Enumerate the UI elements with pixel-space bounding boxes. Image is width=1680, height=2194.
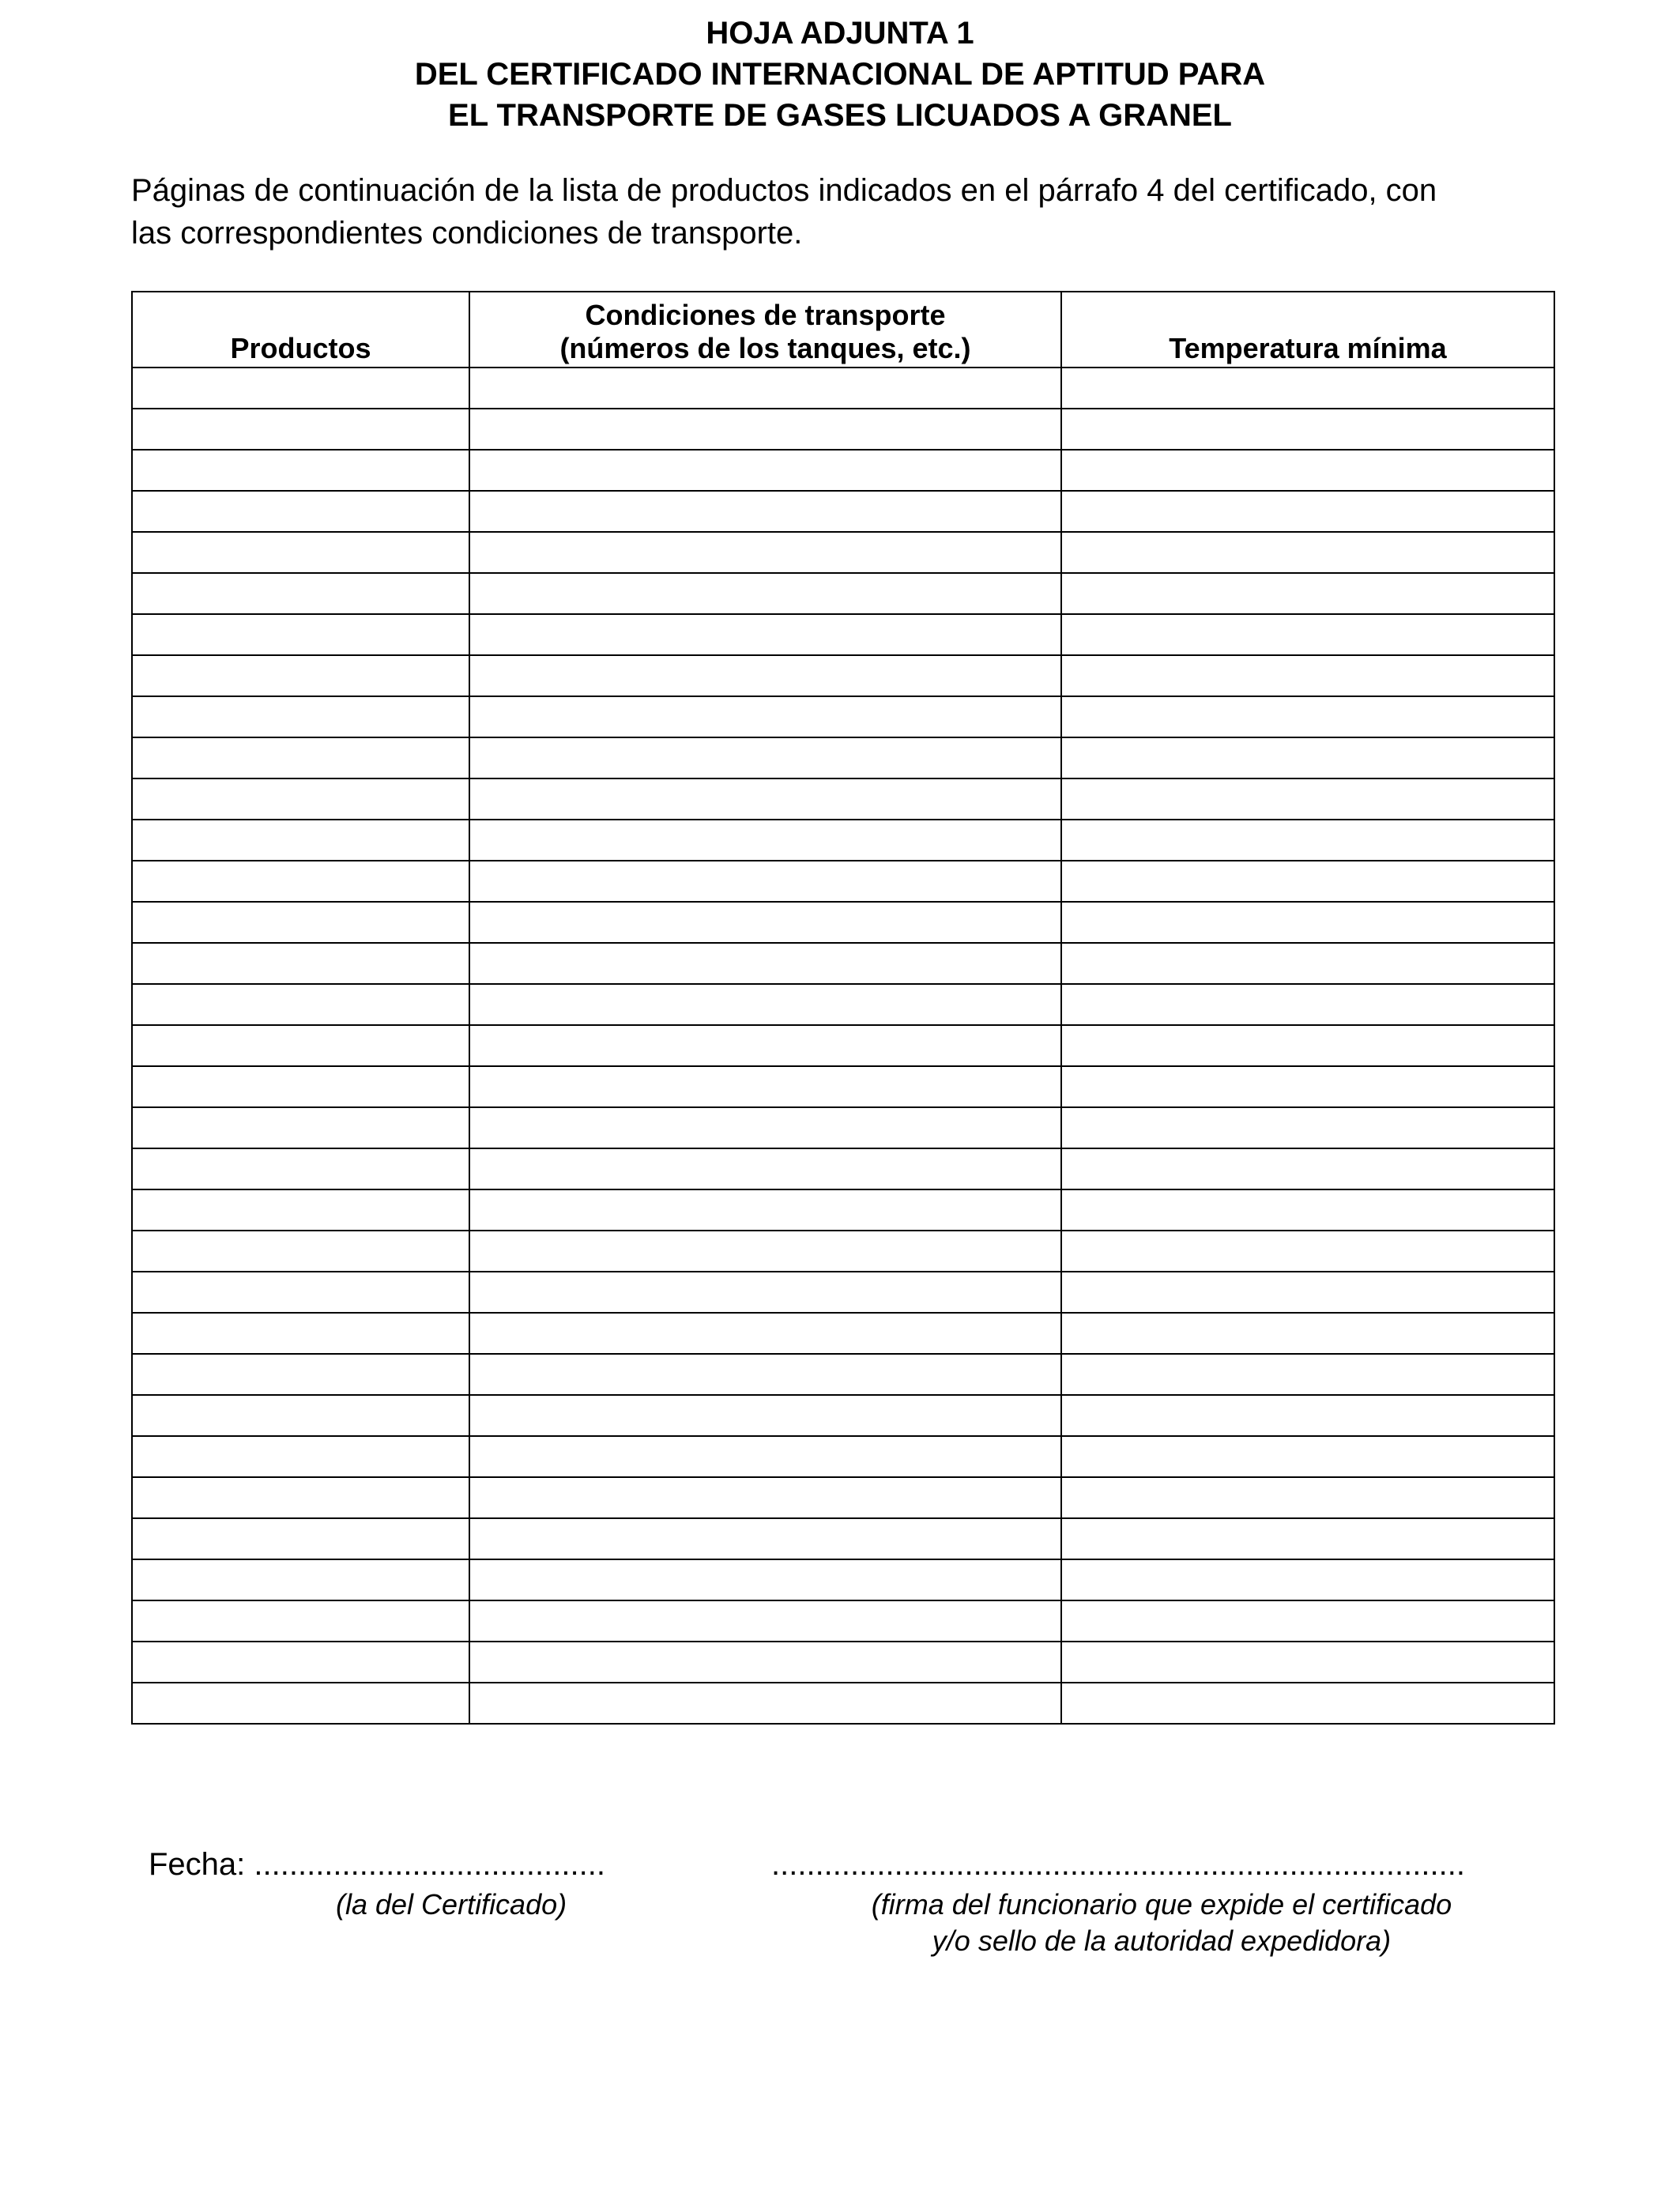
cell-min-temperature[interactable]: [1061, 1600, 1554, 1642]
cell-min-temperature[interactable]: [1061, 1272, 1554, 1313]
table-row: [132, 1354, 1554, 1395]
signature-note-line-1: (firma del funcionario que expide el certificado: [871, 1888, 1452, 1921]
cell-conditions[interactable]: [469, 1025, 1061, 1066]
cell-conditions[interactable]: [469, 820, 1061, 861]
cell-product[interactable]: [132, 1395, 469, 1436]
table-row: [132, 984, 1554, 1025]
cell-product[interactable]: [132, 902, 469, 943]
cell-product[interactable]: [132, 1642, 469, 1683]
table-body: [132, 368, 1554, 1724]
cell-product[interactable]: [132, 1148, 469, 1189]
document-header: [0, 13, 1680, 136]
cell-conditions[interactable]: [469, 1518, 1061, 1559]
cell-conditions[interactable]: [469, 861, 1061, 902]
table-row: [132, 1231, 1554, 1272]
cell-product[interactable]: [132, 1025, 469, 1066]
table-row: [132, 1518, 1554, 1559]
table-row: [132, 368, 1554, 409]
cell-product[interactable]: [132, 1107, 469, 1148]
cell-min-temperature[interactable]: [1061, 655, 1554, 696]
signature-note: [790, 1887, 1533, 1959]
cell-conditions[interactable]: [469, 1148, 1061, 1189]
table-row: [132, 1272, 1554, 1313]
table-row: [132, 491, 1554, 532]
cell-conditions[interactable]: [469, 614, 1061, 655]
intro-line-2: las correspondientes condiciones de transporte.: [131, 216, 803, 251]
products-table: [131, 291, 1555, 1725]
table-row: [132, 1189, 1554, 1231]
cell-min-temperature[interactable]: [1061, 368, 1554, 409]
cell-product[interactable]: [132, 737, 469, 778]
header-title-line-3: EL TRANSPORTE DE GASES LICUADOS A GRANEL: [448, 98, 1232, 133]
cell-min-temperature[interactable]: [1061, 1148, 1554, 1189]
cell-conditions[interactable]: [469, 696, 1061, 737]
cell-conditions[interactable]: [469, 737, 1061, 778]
cell-min-temperature[interactable]: [1061, 1642, 1554, 1683]
table-row: [132, 573, 1554, 614]
cell-conditions[interactable]: [469, 1313, 1061, 1354]
cell-product[interactable]: [132, 778, 469, 820]
cell-conditions[interactable]: [469, 655, 1061, 696]
cell-min-temperature[interactable]: [1061, 1395, 1554, 1436]
cell-product[interactable]: [132, 1559, 469, 1600]
column-header-products-label: Productos: [230, 332, 371, 364]
cell-conditions[interactable]: [469, 778, 1061, 820]
cell-conditions[interactable]: [469, 1231, 1061, 1272]
cell-min-temperature[interactable]: [1061, 737, 1554, 778]
date-note: (la del Certificado): [336, 1888, 567, 1921]
table-row: [132, 409, 1554, 450]
cell-product[interactable]: [132, 1354, 469, 1395]
cell-conditions[interactable]: [469, 368, 1061, 409]
cell-conditions[interactable]: [469, 1189, 1061, 1231]
cell-product[interactable]: [132, 1189, 469, 1231]
cell-min-temperature[interactable]: [1061, 1477, 1554, 1518]
table-row: [132, 1600, 1554, 1642]
cell-min-temperature[interactable]: [1061, 1683, 1554, 1724]
cell-conditions[interactable]: [469, 491, 1061, 532]
table-row: [132, 778, 1554, 820]
table-row: [132, 1559, 1554, 1600]
cell-conditions[interactable]: [469, 573, 1061, 614]
table-row: [132, 820, 1554, 861]
table-row: [132, 1395, 1554, 1436]
table-row: [132, 1025, 1554, 1066]
table-row: [132, 696, 1554, 737]
table-row: [132, 1313, 1554, 1354]
cell-product[interactable]: [132, 1272, 469, 1313]
cell-min-temperature[interactable]: [1061, 820, 1554, 861]
column-header-conditions: [469, 292, 1061, 368]
cell-product[interactable]: [132, 1313, 469, 1354]
cell-conditions[interactable]: [469, 1683, 1061, 1724]
cell-min-temperature[interactable]: [1061, 1107, 1554, 1148]
cell-min-temperature[interactable]: [1061, 1313, 1554, 1354]
cell-product[interactable]: [132, 655, 469, 696]
column-header-products: [132, 292, 469, 368]
table-row: [132, 1148, 1554, 1189]
cell-product[interactable]: [132, 1683, 469, 1724]
cell-conditions[interactable]: [469, 1107, 1061, 1148]
table-row: [132, 450, 1554, 491]
cell-product[interactable]: [132, 614, 469, 655]
cell-conditions[interactable]: [469, 1354, 1061, 1395]
cell-product[interactable]: [132, 368, 469, 409]
cell-product[interactable]: [132, 450, 469, 491]
header-title-line-1: HOJA ADJUNTA 1: [706, 16, 974, 51]
column-header-conditions-line-2: (números de los tanques, etc.): [559, 332, 971, 364]
table-row: [132, 1683, 1554, 1724]
cell-conditions[interactable]: [469, 1600, 1061, 1642]
cell-min-temperature[interactable]: [1061, 1518, 1554, 1559]
cell-product[interactable]: [132, 1231, 469, 1272]
cell-min-temperature[interactable]: [1061, 532, 1554, 573]
cell-min-temperature[interactable]: [1061, 450, 1554, 491]
cell-conditions[interactable]: [469, 1436, 1061, 1477]
cell-product[interactable]: [132, 943, 469, 984]
cell-product[interactable]: [132, 1518, 469, 1559]
cell-min-temperature[interactable]: [1061, 1025, 1554, 1066]
table-row: [132, 655, 1554, 696]
cell-product[interactable]: [132, 1477, 469, 1518]
cell-conditions[interactable]: [469, 1642, 1061, 1683]
table-row: [132, 1642, 1554, 1683]
cell-conditions[interactable]: [469, 409, 1061, 450]
cell-product[interactable]: [132, 1436, 469, 1477]
cell-conditions[interactable]: [469, 984, 1061, 1025]
cell-product[interactable]: [132, 696, 469, 737]
table-row: [132, 1066, 1554, 1107]
cell-conditions[interactable]: [469, 1272, 1061, 1313]
cell-conditions[interactable]: [469, 1559, 1061, 1600]
table-header-row: [132, 292, 1554, 368]
header-title-line-2: DEL CERTIFICADO INTERNACIONAL DE APTITUD PARA: [414, 57, 1266, 92]
table-row: [132, 532, 1554, 573]
cell-min-temperature[interactable]: [1061, 902, 1554, 943]
cell-conditions[interactable]: [469, 1477, 1061, 1518]
table-row: [132, 1477, 1554, 1518]
cell-min-temperature[interactable]: [1061, 861, 1554, 902]
cell-min-temperature[interactable]: [1061, 943, 1554, 984]
cell-min-temperature[interactable]: [1061, 573, 1554, 614]
table-row: [132, 902, 1554, 943]
cell-product[interactable]: [132, 532, 469, 573]
cell-min-temperature[interactable]: [1061, 491, 1554, 532]
cell-min-temperature[interactable]: [1061, 614, 1554, 655]
cell-product[interactable]: [132, 409, 469, 450]
cell-min-temperature[interactable]: [1061, 1559, 1554, 1600]
cell-product[interactable]: [132, 573, 469, 614]
cell-conditions[interactable]: [469, 450, 1061, 491]
cell-product[interactable]: [132, 820, 469, 861]
column-header-conditions-line-1: Condiciones de transporte: [585, 299, 946, 331]
cell-min-temperature[interactable]: [1061, 1189, 1554, 1231]
cell-min-temperature[interactable]: [1061, 696, 1554, 737]
intro-line-1: Páginas de continuación de la lista de productos indicados en el párrafo 4 del certificado, con: [131, 173, 1437, 208]
cell-min-temperature[interactable]: [1061, 984, 1554, 1025]
cell-product[interactable]: [132, 1066, 469, 1107]
intro-paragraph: [131, 169, 1569, 254]
column-header-min-temperature: [1061, 292, 1554, 368]
signature-line: ...............................................................................: [771, 1847, 1465, 1882]
cell-conditions[interactable]: [469, 1066, 1061, 1107]
cell-product[interactable]: [132, 861, 469, 902]
cell-min-temperature[interactable]: [1061, 1066, 1554, 1107]
column-header-min-temperature-label: Temperatura mínima: [1169, 332, 1447, 364]
cell-product[interactable]: [132, 984, 469, 1025]
table-row: [132, 737, 1554, 778]
cell-product[interactable]: [132, 491, 469, 532]
table-row: [132, 1107, 1554, 1148]
cell-min-temperature[interactable]: [1061, 1354, 1554, 1395]
cell-conditions[interactable]: [469, 532, 1061, 573]
cell-conditions[interactable]: [469, 1395, 1061, 1436]
table-row: [132, 1436, 1554, 1477]
signature-note-line-2: y/o sello de la autoridad expedidora): [932, 1924, 1392, 1957]
table-row: [132, 861, 1554, 902]
date-field: Fecha: ........................................: [149, 1847, 605, 1882]
cell-min-temperature[interactable]: [1061, 778, 1554, 820]
cell-min-temperature[interactable]: [1061, 1436, 1554, 1477]
cell-conditions[interactable]: [469, 902, 1061, 943]
cell-conditions[interactable]: [469, 943, 1061, 984]
cell-min-temperature[interactable]: [1061, 1231, 1554, 1272]
table-row: [132, 943, 1554, 984]
cell-min-temperature[interactable]: [1061, 409, 1554, 450]
cell-product[interactable]: [132, 1600, 469, 1642]
table-row: [132, 614, 1554, 655]
